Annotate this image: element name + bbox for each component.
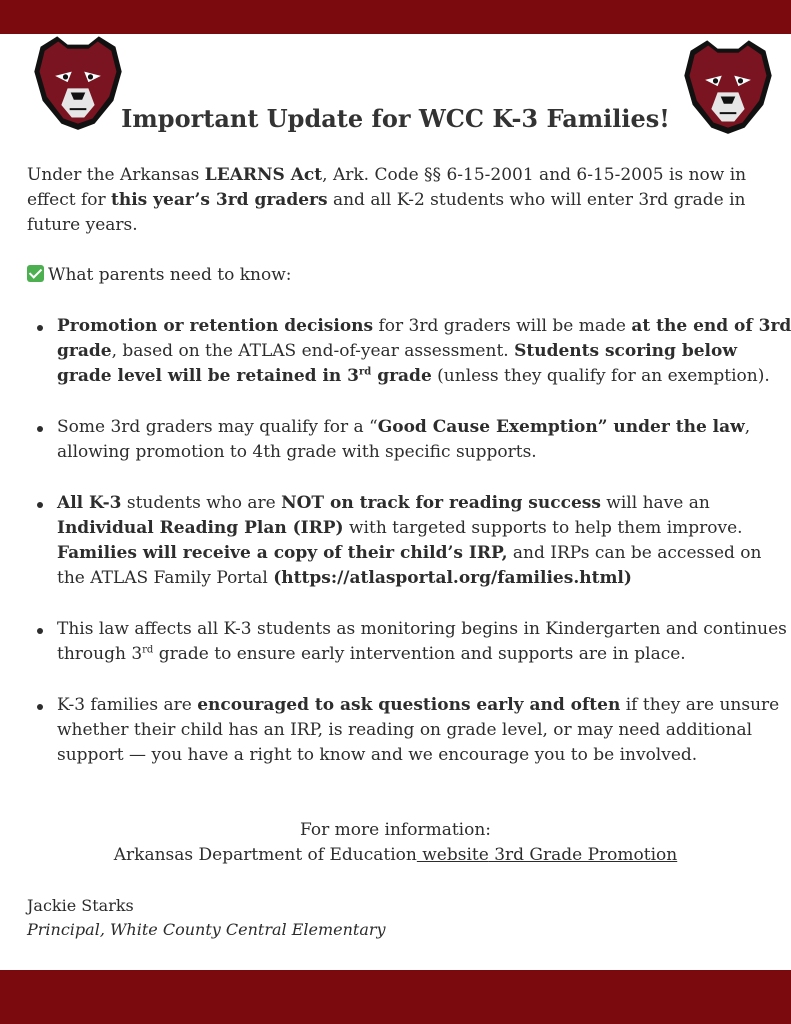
signature-name: Jackie Starks — [27, 896, 134, 915]
third-grade-promotion-link[interactable]: 3rd Grade Promotion — [488, 845, 678, 865]
list-item: All K-3 students who are NOT on track for reading success will have an Individual Reading Plan (IRP) with targeted supports to help them improve. Families will receive a copy of their child’s IRP, and IRPs can be accessed on the ATLAS Family Portal (https://atlasportal.org/families.html) — [57, 491, 791, 591]
more-info-links: Arkansas Department of Education website 3rd Grade Promotion — [113, 845, 678, 865]
intro-paragraph: Under the Arkansas LEARNS Act, Ark. Code §§ 6-15-2001 and 6-15-2005 is now in effect for this year’s 3rd graders and all K-2 students who will enter 3rd grade in future years. — [27, 165, 747, 235]
signature-title: Principal, White County Central Elementary — [27, 920, 386, 939]
bottom-banner — [0, 970, 791, 1024]
bullet-list — [27, 314, 791, 794]
list-item: Promotion or retention decisions for 3rd graders will be made at the end of 3rd grade, based on the ATLAS end-of-year assessment. Students scoring below grade level will be retained in 3rd grade (unless they qualify for an exemption). — [57, 314, 791, 389]
list-item: Some 3rd graders may qualify for a “Good Cause Exemption” under the law, allowing promotion to 4th grade with specific supports. — [57, 415, 791, 465]
check-icon — [27, 265, 44, 282]
list-item: This law affects all K-3 students as monitoring begins in Kindergarten and continues through 3rd grade to ensure early intervention and supports are in place. — [57, 617, 791, 667]
need-to-know-heading: What parents need to know: — [27, 263, 762, 288]
page-title: Important Update for WCC K-3 Families! — [121, 104, 670, 133]
list-item: K-3 families are encouraged to ask questions early and often if they are unsure whether their child has an IRP, is reading on grade level, or may need additional support — you have a right to know and we encourage you to be involved. — [57, 693, 791, 768]
more-info-label: For more information: — [299, 820, 492, 840]
ade-website-link[interactable]: website — [416, 845, 489, 865]
